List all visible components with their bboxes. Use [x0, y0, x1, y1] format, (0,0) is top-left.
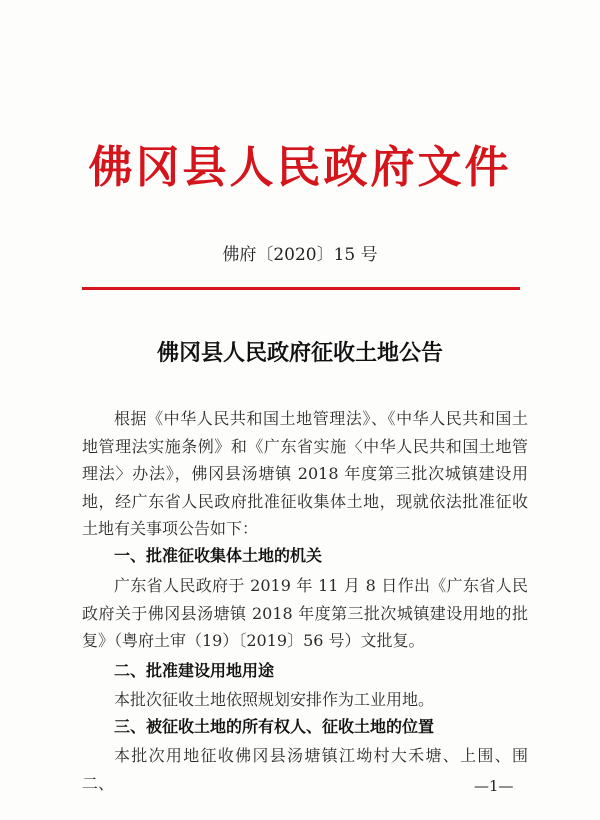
- paragraph-intro: 根据《中华人民共和国土地管理法》、《中华人民共和国土地管理法实施条例》和《广东省实施〈中华人民共和国土地管理法〉办法》，佛冈县汤塘镇 2018 年度第三批次城镇建设用地，经广东省人民政府批准征收集体土地，现就依法批准征收土地有关事项公告如下：: [82, 409, 528, 538]
- page-number: —1—: [474, 777, 514, 795]
- notice-title: 佛冈县人民政府征收土地公告: [156, 340, 443, 366]
- paragraph-approval: 广东省人民政府于 2019 年 11 月 8 日作出《广东省人民政府关于佛冈县汤塘镇 2018 年度第三批次城镇建设用地的批复》（粤府土审（19）〔2019〕56 号）文批复。: [82, 576, 528, 650]
- red-divider-line: [82, 287, 520, 290]
- section-heading-approval-authority: 一、批准征收集体土地的机关: [114, 546, 323, 565]
- paragraph-usage: 本批次征收土地依照规划安排作为工业用地。: [114, 690, 435, 709]
- section-heading-owners-location: 三、被征收土地的所有权人、征收土地的位置: [114, 717, 435, 736]
- paragraph-location: 本批次用地征收佛冈县汤塘镇江坳村大禾塘、上围、围二、: [82, 746, 528, 793]
- document-number: 佛府〔2020〕15 号: [222, 245, 378, 265]
- issuer-header: 佛冈县人民政府文件: [88, 142, 512, 193]
- section-heading-land-use: 二、批准建设用地用途: [114, 661, 275, 680]
